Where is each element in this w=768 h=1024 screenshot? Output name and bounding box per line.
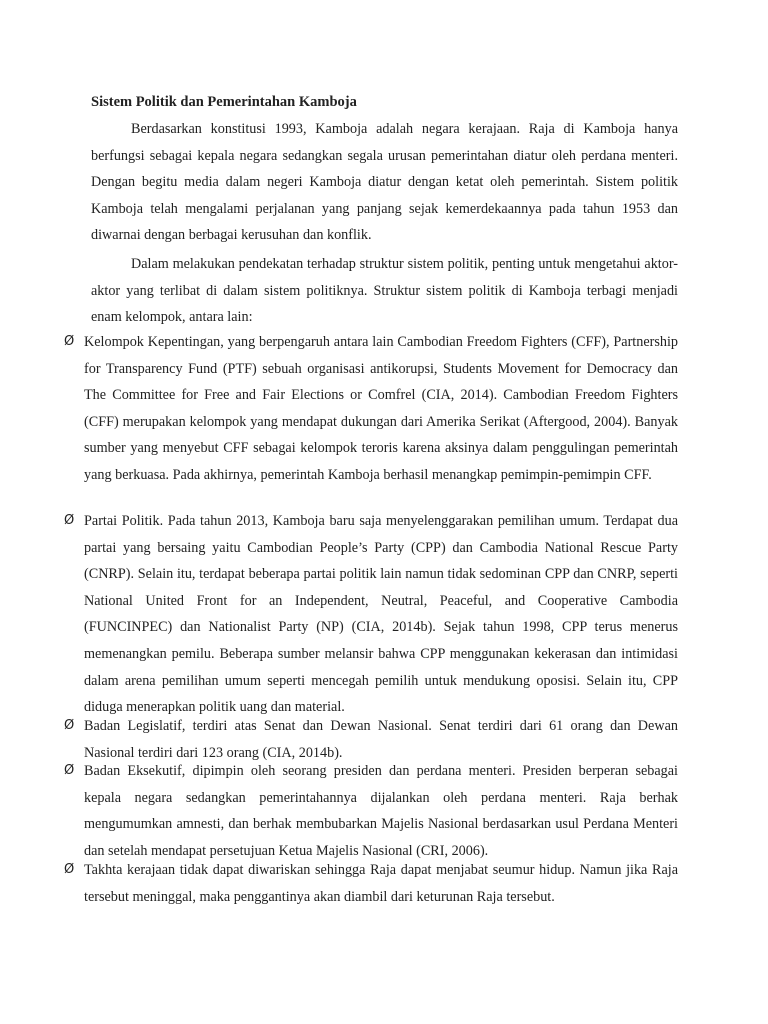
list-item-political-parties (64, 508, 678, 721)
arrow-bullet-icon: Ø (64, 718, 75, 733)
arrow-bullet-icon: Ø (64, 334, 75, 349)
document-title: Sistem Politik dan Pemerintahan Kamboja (91, 94, 357, 110)
list-item-text: Badan Eksekutif, dipimpin oleh seorang presiden dan perdana menteri. Presiden berperan sebagai kepala negara sedangkan pemerintahannya dijalankan oleh perdana menteri. Raja berhak mengumumkan amnesti, dan berhak membubarkan Majelis Nasional berdasarkan usul Perdana Menteri dan setelah mendapat persetujuan Ketua Majelis Nasional (CRI, 2006). (84, 763, 678, 859)
list-item-text: Kelompok Kepentingan, yang berpengaruh antara lain Cambodian Freedom Fighters (CFF), Partnership for Transparency Fund (PTF) sebuah organisasi antikorupsi, Students Movement for Democracy dan The Committee for Free and Fair Elections or Comfrel (CIA, 2014). Cambodian Freedom Fighters (CFF) merupakan kelompok yang mendapat dukungan dari Amerika Serikat (Aftergood, 2004). Banyak sumber yang menyebut CFF sebagai kelompok teroris karena aksinya dalam penggulingan pemerintah yang berkuasa. Pada akhirnya, pemerintah Kamboja berhasil menangkap pemimpin-pemimpin CFF. (84, 334, 678, 483)
list-item-text: Takhta kerajaan tidak dapat diwariskan sehingga Raja dapat menjabat seumur hidup. Namun jika Raja tersebut meninggal, maka penggantinya akan diambil dari keturunan Raja tersebut. (84, 862, 678, 905)
paragraph-constitution: Berdasarkan konstitusi 1993, Kamboja adalah negara kerajaan. Raja di Kamboja hanya berfungsi sebagai kepala negara sedangkan segala urusan pemerintahan diatur oleh perdana menteri. Dengan begitu media dalam negeri Kamboja diatur dengan ketat oleh pemerintah. Sistem politik Kamboja telah mengalami perjalanan yang panjang sejak kemerdekaannya pada tahun 1953 dan diwarnai dengan berbagai kerusuhan dan konflik. (91, 121, 678, 244)
list-item-interest-groups (64, 329, 678, 489)
paragraph-structure-intro: Dalam melakukan pendekatan terhadap struktur sistem politik, penting untuk mengetahui aktor-aktor yang terlibat di dalam sistem politiknya. Struktur sistem politik di Kamboja terbagi menjadi enam kelompok, antara lain: (91, 256, 678, 326)
list-item-throne (64, 857, 678, 910)
arrow-bullet-icon: Ø (64, 513, 75, 528)
arrow-bullet-icon: Ø (64, 862, 75, 877)
arrow-bullet-icon: Ø (64, 763, 75, 778)
list-item-executive (64, 758, 678, 864)
list-item-text: Partai Politik. Pada tahun 2013, Kamboja baru saja menyelenggarakan pemilihan umum. Terdapat dua partai yang bersaing yaitu Cambodian People’s Party (CPP) dan Cambodia National Rescue Party (CNRP). Selain itu, terdapat beberapa partai politik lain namun tidak sedominan CPP dan CNRP, seperti National United Front for an Independent, Neutral, Peaceful, and Cooperative Cambodia (FUNCINPEC) dan Nationalist Party (NP) (CIA, 2014b). Sejak tahun 1998, CPP terus menerus memenangkan pemilu. Beberapa sumber melansir bahwa CPP menggunakan kekerasan dan intimidasi dalam arena pemilihan umum seperti mencegah pemilih untuk mendukung oposisi. Selain itu, CPP diduga menerapkan politik uang dan material. (84, 513, 678, 716)
list-item-text: Badan Legislatif, terdiri atas Senat dan Dewan Nasional. Senat terdiri dari 61 orang dan Dewan Nasional terdiri dari 123 orang (CIA, 2014b). (84, 718, 678, 761)
